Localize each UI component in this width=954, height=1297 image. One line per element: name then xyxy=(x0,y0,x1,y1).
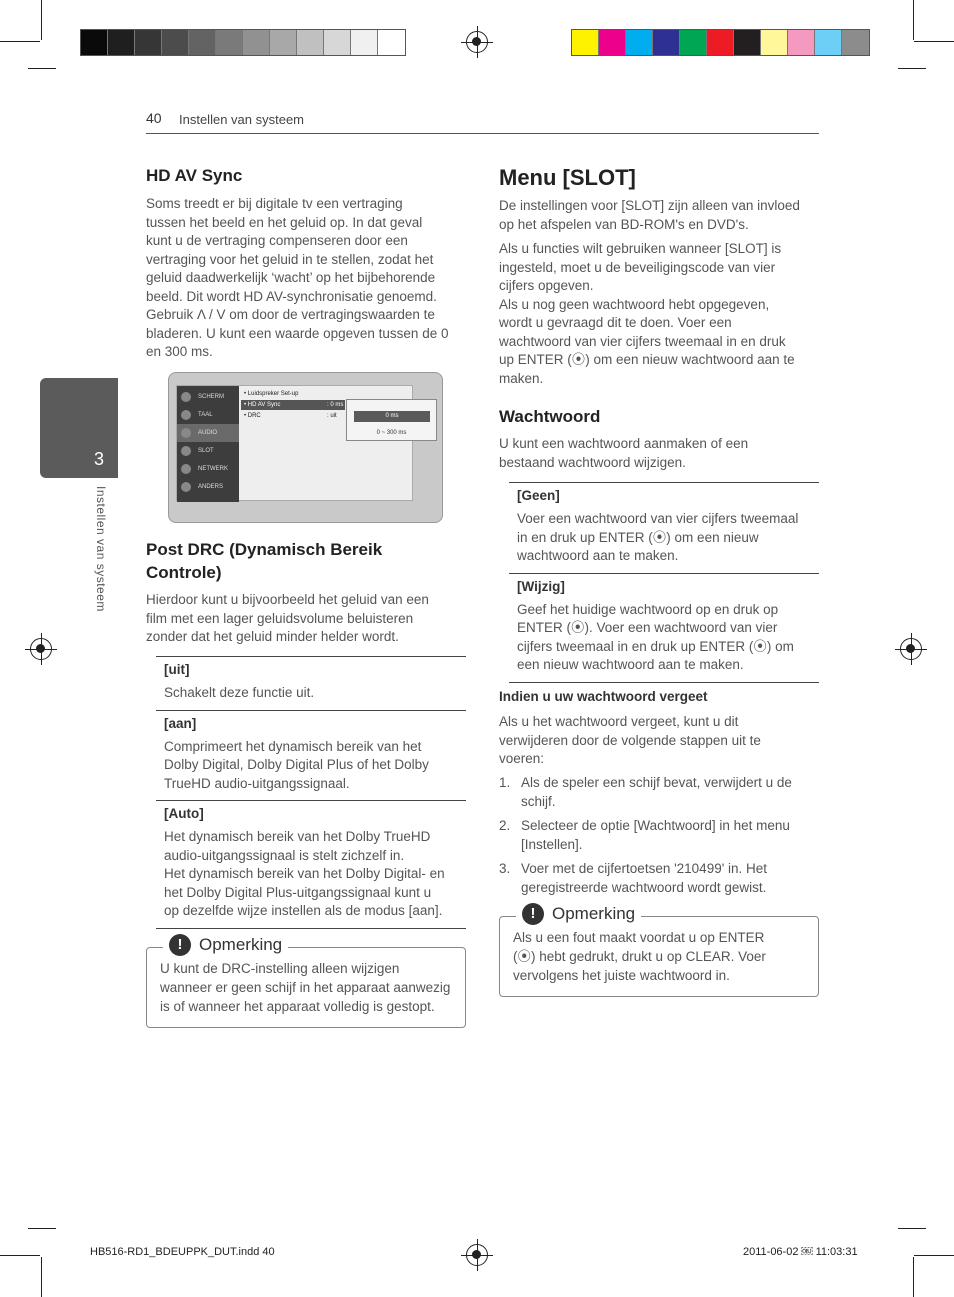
option-description-line: Voer een wachtwoord van vier cijfers tweemaal xyxy=(517,511,799,526)
delay-popup-range: 0 ~ 300 ms xyxy=(376,430,407,436)
drc-note-label xyxy=(163,934,288,956)
footer-file-name: HB516-RD1_BDEUPPK_DUT.indd 40 xyxy=(90,1246,275,1258)
crop-mark xyxy=(913,1257,914,1297)
option-divider xyxy=(509,682,819,683)
delay-popup-value: 0 ms xyxy=(354,411,430,422)
menu-slot-intro xyxy=(499,197,819,234)
body-line: Als u het wachtwoord vergeet, kunt u dit xyxy=(499,714,739,729)
note-title: Opmerking xyxy=(199,935,283,954)
note-title: Opmerking xyxy=(552,904,636,923)
setup-menu-sidebar xyxy=(177,386,239,502)
body-line: Als u functies wilt gebruiken wanneer [SLOT] is xyxy=(499,241,782,256)
color-swatch xyxy=(216,30,243,55)
color-swatch xyxy=(842,30,869,55)
chapter-tab xyxy=(40,378,118,478)
password-note-text xyxy=(513,928,813,985)
body-line: cijfers opgeven. xyxy=(499,278,594,293)
color-swatch xyxy=(189,30,216,55)
delay-popup xyxy=(346,399,437,441)
body-line: kunt u de vertraging compenseren door een xyxy=(146,233,408,248)
note-line: vervolgens het juiste wachtwoord in. xyxy=(513,968,730,983)
post-drc-body xyxy=(146,591,466,647)
setup-menu-item xyxy=(177,442,239,460)
setup-menu-row-label: • HD AV Sync xyxy=(244,402,281,408)
menu-category-icon xyxy=(181,410,191,420)
page-number: 40 xyxy=(146,110,162,126)
menu-slot-heading: Menu [SLOT] xyxy=(499,165,636,190)
body-line: bestaand wachtwoord wijzigen. xyxy=(499,454,686,470)
body-line: film met een lager geluidsvolume beluisteren xyxy=(146,610,414,626)
option-label: [uit] xyxy=(164,662,190,677)
numbered-step xyxy=(499,817,819,854)
option-description-line: Het dynamisch bereik van het Dolby Digital- en xyxy=(164,866,445,881)
option-divider xyxy=(509,573,819,574)
step-text xyxy=(521,774,792,811)
setup-menu-item-label: ANDERS xyxy=(198,484,224,490)
body-line: Als u nog geen wachtwoord hebt opgegeven, xyxy=(499,296,770,312)
post-drc-heading-line1: Post DRC (Dynamisch Bereik xyxy=(146,540,383,559)
option-description-line: Het dynamisch bereik van het Dolby TrueHD xyxy=(164,829,431,844)
setup-menu-item xyxy=(177,460,239,478)
color-swatch xyxy=(162,30,189,55)
menu-category-icon xyxy=(181,428,191,438)
color-swatch xyxy=(788,30,815,55)
option-description-line: audio-uitgangssignaal is stelt zichzelf in. xyxy=(164,847,405,863)
color-swatch xyxy=(108,30,135,55)
setup-menu-screenshot xyxy=(168,372,443,523)
color-swatch xyxy=(680,30,707,55)
chapter-number: 3 xyxy=(93,449,104,469)
step-text xyxy=(521,860,767,897)
crop-mark xyxy=(0,1255,40,1256)
note-line: Als u een fout maakt voordat u op ENTER xyxy=(513,930,765,945)
option-description-line: wachtwoord aan te maken. xyxy=(517,548,679,563)
running-section-title: Instellen van systeem xyxy=(179,112,305,127)
exclamation-icon: ! xyxy=(169,934,191,956)
setup-menu-row xyxy=(241,389,345,399)
crop-mark xyxy=(28,1228,56,1229)
body-line: Gebruik Λ / V om door de vertragingswaarden te xyxy=(146,307,435,322)
body-line: tussen het beeld en het geluid op. In dat geval xyxy=(146,214,423,230)
option-description-line: op dezelfde wijze instellen als de modus [aan]. xyxy=(164,903,443,918)
option-label: [Geen] xyxy=(517,488,560,503)
menu-category-icon xyxy=(181,464,191,474)
body-line: bladeren. U kunt een waarde opgeven tussen de 0 xyxy=(146,325,449,341)
menu-category-icon xyxy=(181,392,191,402)
option-description-line: in en druk up ENTER (⦿) om een nieuw xyxy=(517,529,759,545)
crop-mark xyxy=(914,1255,954,1256)
body-line: De instellingen voor [SLOT] zijn alleen van invloed xyxy=(499,198,800,213)
option-divider xyxy=(156,656,466,657)
body-line: voeren: xyxy=(499,751,545,766)
registration-mark-top xyxy=(466,31,488,53)
crop-mark xyxy=(913,0,914,40)
body-line: zonder dat het geluid minder helder wordt. xyxy=(146,629,399,644)
password-note-label xyxy=(516,903,641,925)
option-divider xyxy=(509,482,819,483)
option-divider xyxy=(156,710,466,711)
crop-mark xyxy=(914,41,954,42)
setup-menu-item xyxy=(177,424,239,442)
setup-menu-item-label: NETWERK xyxy=(198,466,228,472)
option-description-line: Schakelt deze functie uit. xyxy=(164,685,315,700)
body-line: en 300 ms. xyxy=(146,344,213,359)
body-line: wordt u gevraagd dit te doen. Voer een xyxy=(499,315,732,330)
setup-menu-row-value: : 0 ms xyxy=(327,402,344,408)
color-swatch xyxy=(707,30,734,55)
note-line: is of wanneer het apparaat volledig is gestopt. xyxy=(160,999,435,1014)
color-swatch xyxy=(599,30,626,55)
process-color-bar xyxy=(571,29,870,56)
crop-mark xyxy=(898,1228,926,1229)
setup-menu-item-label: SCHERM xyxy=(198,394,225,400)
crop-mark xyxy=(41,1257,42,1297)
step-text-line: schijf. xyxy=(521,793,556,809)
body-line: ingesteld, moet u de beveiligingscode van vier xyxy=(499,259,776,275)
setup-menu-row-label: • DRC xyxy=(244,413,261,419)
setup-menu-row xyxy=(241,411,345,421)
crop-mark xyxy=(0,41,40,42)
step-text-line: Selecteer de optie [Wachtwoord] in het menu xyxy=(521,818,790,833)
color-swatch xyxy=(270,30,297,55)
registration-mark-right xyxy=(900,638,922,660)
color-swatch xyxy=(324,30,351,55)
color-swatch xyxy=(135,30,162,55)
color-swatch xyxy=(761,30,788,55)
body-line: beeld. Dit wordt HD AV-synchronisatie genoemd. xyxy=(146,288,437,304)
option-description-line: het Dolby Digital Plus-uitgangssignaal kunt u xyxy=(164,884,432,900)
setup-menu-item-label: TAAL xyxy=(198,412,213,418)
body-line: up ENTER (⦿) om een nieuw wachtwoord aan te xyxy=(499,352,795,367)
wachtwoord-heading: Wachtwoord xyxy=(499,407,601,426)
registration-mark-bottom xyxy=(466,1244,488,1266)
option-description-line: een nieuw wachtwoord aan te maken. xyxy=(517,657,744,672)
setup-menu-row-value: : uit xyxy=(327,413,337,419)
setup-menu-row xyxy=(241,400,345,410)
exclamation-icon: ! xyxy=(522,903,544,925)
setup-menu-row-label: • Luidspreker Set-up xyxy=(244,391,299,397)
setup-menu-item-label: SLOT xyxy=(198,448,214,454)
option-description-line: cijfers tweemaal in en druk up ENTER (⦿) om xyxy=(517,638,794,654)
option-description xyxy=(155,684,465,703)
setup-menu-item-label: AUDIO xyxy=(198,430,218,436)
step-text-line: Als de speler een schijf bevat, verwijdert u de xyxy=(521,775,792,790)
color-swatch xyxy=(572,30,599,55)
body-line: Soms treedt er bij digitale tv een vertraging xyxy=(146,196,403,211)
hd-av-sync-heading: HD AV Sync xyxy=(146,166,243,185)
option-label: [Auto] xyxy=(164,806,204,821)
color-swatch xyxy=(297,30,324,55)
option-description-line: Geef het huidige wachtwoord op en druk op xyxy=(517,601,779,617)
color-swatch xyxy=(378,30,405,55)
step-text xyxy=(521,817,790,854)
menu-category-icon xyxy=(181,482,191,492)
crop-mark xyxy=(898,68,926,69)
post-drc-heading-line2: Controle) xyxy=(146,563,222,582)
step-number: 3. xyxy=(499,861,511,876)
body-line: op het afspelen van BD-ROM's en DVD's. xyxy=(499,216,749,232)
option-description-line: TrueHD audio-uitgangssignaal. xyxy=(164,775,350,791)
setup-menu-item xyxy=(177,406,239,424)
running-header xyxy=(146,110,819,134)
color-swatch xyxy=(815,30,842,55)
step-text-line: geregistreerde wachtwoord wordt gewist. xyxy=(521,879,767,895)
color-swatch xyxy=(243,30,270,55)
option-label: [Wijzig] xyxy=(517,578,565,594)
setup-menu-item xyxy=(177,478,239,496)
drc-note-text xyxy=(160,959,460,1016)
crop-mark xyxy=(41,0,42,40)
chapter-tab-label: Instellen van systeem xyxy=(94,486,108,612)
setup-menu-item xyxy=(177,388,239,406)
step-text-line: Voer met de cijfertoetsen '210499' in. Het xyxy=(521,861,768,876)
option-description-line: ENTER (⦿). Voer een wachtwoord van vier xyxy=(517,620,778,635)
option-divider xyxy=(156,928,466,929)
option-description xyxy=(155,828,465,921)
step-number: 1. xyxy=(499,775,511,790)
crop-mark xyxy=(28,68,56,69)
step-number: 2. xyxy=(499,818,511,833)
wachtwoord-body xyxy=(499,435,819,472)
note-line: wanneer er geen schijf in het apparaat aanwezig xyxy=(160,980,451,995)
grayscale-color-bar xyxy=(80,29,406,56)
color-swatch xyxy=(626,30,653,55)
menu-category-icon xyxy=(181,446,191,456)
color-swatch xyxy=(81,30,108,55)
note-line: U kunt de DRC-instelling alleen wijzigen xyxy=(160,961,400,976)
body-line: geluid daadwerkelijk ‘wacht’ op het bijbehorende xyxy=(146,270,436,285)
option-label: [aan] xyxy=(164,715,197,731)
option-description-line: Dolby Digital, Dolby Digital Plus of het Dolby xyxy=(164,757,429,772)
footer-timestamp: 2011-06-02 ￼ 11:03:31 xyxy=(743,1246,858,1258)
body-line: wachtwoord van vier cijfers tweemaal in en druk xyxy=(499,333,786,349)
numbered-step xyxy=(499,774,819,811)
step-text-line: [Instellen]. xyxy=(521,836,583,852)
body-line: verwijderen door de volgende stappen uit te xyxy=(499,732,761,748)
note-line: (⦿) hebt gedrukt, drukt u op CLEAR. Voer xyxy=(513,949,766,964)
option-description-line: Comprimeert het dynamisch bereik van het xyxy=(164,738,422,754)
body-line: maken. xyxy=(499,370,544,386)
numbered-step xyxy=(499,860,819,897)
color-swatch xyxy=(351,30,378,55)
forgot-password-heading: Indien u uw wachtwoord vergeet xyxy=(499,689,708,704)
body-line: Hierdoor kunt u bijvoorbeeld het geluid van een xyxy=(146,592,429,607)
registration-mark-left xyxy=(30,638,52,660)
color-swatch xyxy=(734,30,761,55)
body-line: vertraging voor het geluid in te stellen, zodat het xyxy=(146,251,434,267)
option-divider xyxy=(156,800,466,801)
body-line: U kunt een wachtwoord aanmaken of een xyxy=(499,436,749,451)
color-swatch xyxy=(653,30,680,55)
option-description xyxy=(508,510,818,566)
menu-slot-paragraph xyxy=(499,240,819,388)
hd-av-sync-body xyxy=(146,195,466,362)
forgot-password-body xyxy=(499,713,819,769)
option-description xyxy=(508,601,818,675)
option-description xyxy=(155,738,465,794)
